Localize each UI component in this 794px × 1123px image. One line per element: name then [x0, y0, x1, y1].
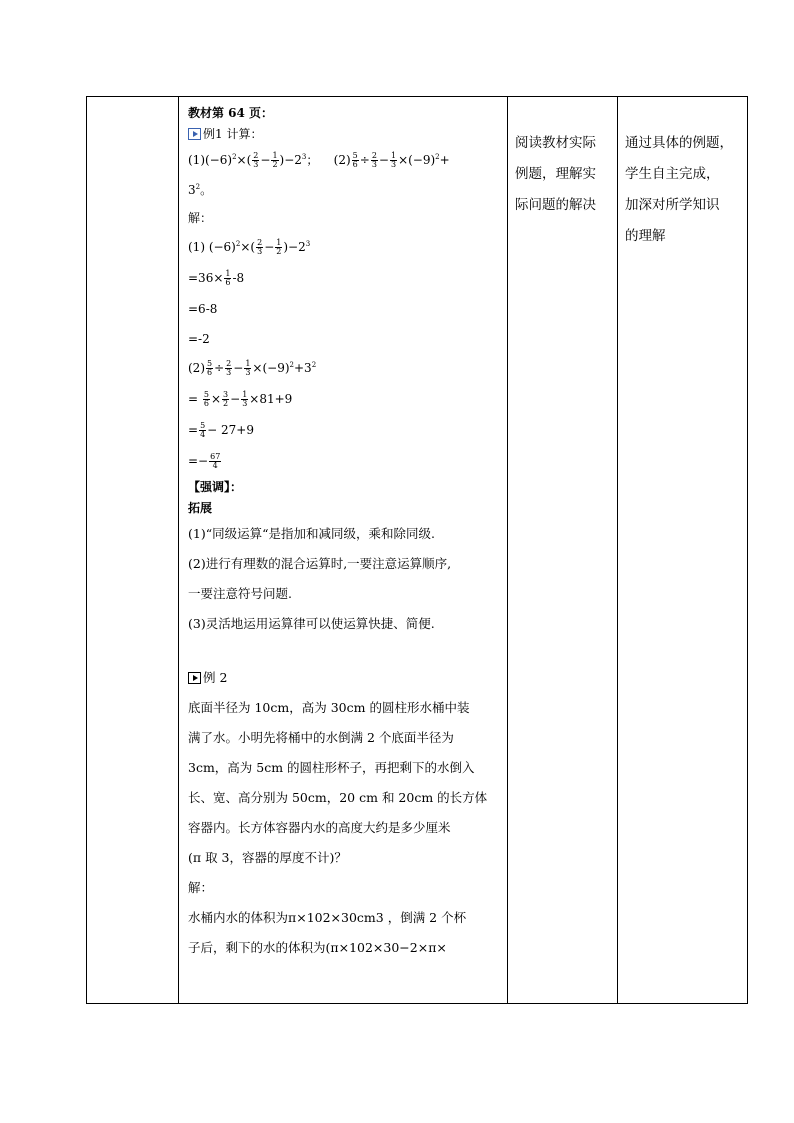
- extension-heading: 拓展: [188, 501, 213, 515]
- design-intent-line: 加深对所学知识: [625, 197, 720, 213]
- student-activity-line: 阅读教材实际: [515, 135, 596, 151]
- lesson-table: [86, 96, 748, 1004]
- student-activity-line: 际问题的解决: [515, 197, 596, 213]
- solution-2-step: = $\frac{5}{4}$ − 27+9: [188, 421, 254, 439]
- example-1-title: 例1 计算：: [188, 124, 499, 145]
- design-intent-line: 学生自主完成，: [625, 166, 720, 182]
- example-2-text: 满了水。小明先将桶中的水倒满 2 个底面半径为: [188, 730, 454, 745]
- design-intent-line: 通过具体的例题，: [625, 135, 733, 151]
- emphasis-point: (1)“同级运算“是指加和减同级，乘和除同级.: [188, 526, 435, 541]
- student-activity-cell: [508, 97, 618, 1004]
- example-2-title: 例 2: [188, 663, 499, 693]
- solution-2-step: = $\frac{5}{6}$ × $\frac{3}{2}$ − $\frac{1}{3}$ ×81+9: [188, 390, 293, 408]
- example-2-text: 水桶内水的体积为π×102×30cm3 ，倒满 2 个杯: [188, 910, 467, 925]
- solution-label: 解：: [188, 211, 213, 225]
- solution-1-step: =6-8: [188, 302, 218, 316]
- solution-2-step: (2) $\frac{5}{6}$ ÷ $\frac{2}{3}$ − $\frac{1}{3}$ $\times(-9)^2+3^2$: [188, 359, 317, 377]
- example-2-text: 长、宽、高分别为 50cm，20 cm 和 20cm 的长方体: [188, 790, 488, 805]
- example-2-solution-label: 解：: [188, 880, 214, 895]
- example-2-text: 3cm，高为 5cm 的圆柱形杯子，再把剩下的水倒入: [188, 760, 475, 775]
- solution-1-step: (1) $(-6)^2\times$( $\frac{2}{3}$ − $\frac{1}{2}$ )$-2^3$: [188, 238, 311, 256]
- example-1-problem-cont: $3^2$。: [188, 183, 213, 197]
- emphasis-point: (3)灵活地运用运算律可以使运算快捷、简便.: [188, 616, 435, 631]
- solution-1-step: =36× $\frac{1}{6}$ -8: [188, 269, 245, 287]
- play-icon: [188, 672, 201, 684]
- solution-2-step: =− $\frac{67}{4}$: [188, 452, 221, 470]
- student-activity-line: 例题，理解实: [515, 166, 596, 182]
- emphasis-point: 一要注意符号问题.: [188, 586, 292, 601]
- solution-1-step: =-2: [188, 332, 210, 346]
- design-intent-cell: [618, 97, 748, 1004]
- example-2-text: 子后，剩下的水的体积为(π×102×30−2×π×: [188, 940, 447, 955]
- design-intent-line: 的理解: [625, 228, 666, 244]
- example-1-problem-line: $(1)(-6)^2\times$( $\frac{2}{3}$ − $\frac{1}{2}$ )$-2^3$； (2) $\frac{5}{6}$ ÷ $\frac{2}{3}$ − $\frac{1}{3}$ $\times(-9)^2+$: [188, 151, 450, 169]
- example-2-text: (π 取 3，容器的厚度不计)？: [188, 850, 347, 865]
- example-2-text: 容器内。长方体容器内水的高度大约是多少厘米: [188, 820, 451, 835]
- emphasis-heading: 【强调】：: [188, 480, 243, 494]
- textbook-page-ref: 教材第 64 页：: [188, 106, 274, 120]
- play-icon: [188, 128, 201, 140]
- example-2-text: 底面半径为 10cm，高为 30cm 的圆柱形水桶中装: [188, 700, 470, 715]
- teaching-content-cell: [179, 97, 508, 1004]
- empty-column: [87, 97, 179, 1004]
- emphasis-point: (2)进行有理数的混合运算时,一要注意运算顺序,: [188, 556, 452, 571]
